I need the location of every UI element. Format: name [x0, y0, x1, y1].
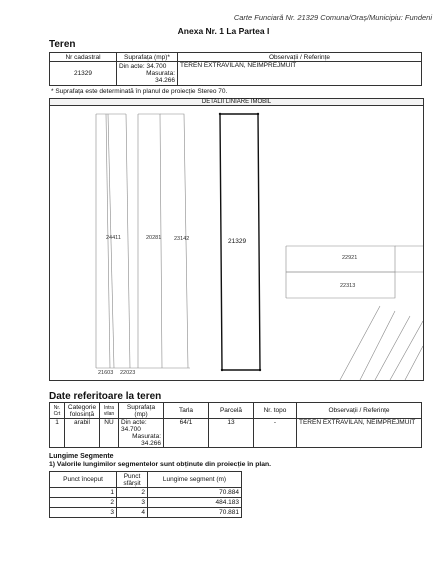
seg-end: 2	[117, 488, 148, 498]
col-tarla: Tarla	[164, 403, 209, 419]
suprafata-acte: Din acte: 34.700	[121, 419, 147, 433]
parcel-line	[126, 114, 130, 368]
seg-start: 1	[50, 488, 117, 498]
segmente-note: 1) Valorile lungimilor segmentelor sunt obținute din proiecție în plan.	[49, 461, 272, 468]
col-observatii: Observații / Referințe	[178, 53, 422, 62]
parcel-line	[360, 311, 395, 380]
table-row	[50, 508, 242, 518]
suprafata-acte: Din acte: 34.700	[119, 63, 167, 70]
seg-end: 3	[117, 498, 148, 508]
seg-length: 484.183	[148, 498, 242, 508]
seg-start: 2	[50, 498, 117, 508]
col-punct-inceput: Punct început	[50, 472, 117, 488]
parcel-line	[138, 114, 162, 368]
cell-nr: 1	[50, 419, 65, 448]
cell-observatii: TEREN EXTRAVILAN, NEIMPREJMUIT	[178, 62, 422, 86]
suprafata-masurata-label: Masurata:	[146, 70, 175, 77]
col-nr-cadastral: Nr cadastral	[50, 53, 117, 62]
cf-header-line: Carte Funciară Nr. 21329 Comuna/Oraș/Municipiu: Fundeni	[233, 13, 432, 22]
table-row	[50, 498, 242, 508]
col-observatii: Observații / Referințe	[297, 403, 422, 419]
segmente-section-title: Lungime Segmente	[49, 453, 114, 460]
teren-footnote: * Suprafața este determinată în planul de proiecție Stereo 70.	[51, 88, 228, 95]
vertex-4	[221, 369, 223, 371]
table-row	[50, 488, 242, 498]
parcel-line	[286, 246, 395, 272]
col-nr-topo: Nr. topo	[254, 403, 297, 419]
col-parcela: Parcelă	[209, 403, 254, 419]
seg-length: 70.881	[148, 508, 242, 518]
cell-tarla: 64/1	[164, 419, 209, 448]
parcel-line	[375, 316, 410, 380]
col-nr-crt: Nr. Crt	[50, 403, 65, 419]
col-suprafata: Suprafața (mp)	[119, 403, 164, 419]
cell-categorie: arabil	[65, 419, 100, 448]
vertex-2	[257, 113, 259, 115]
label-22023: 22023	[120, 370, 136, 376]
seg-length: 70.884	[148, 488, 242, 498]
label-22921: 22921	[342, 255, 358, 261]
cell-suprafata	[119, 419, 164, 448]
seg-start: 3	[50, 508, 117, 518]
label-21329: 21329	[228, 238, 247, 245]
seg-end: 4	[117, 508, 148, 518]
label-23142: 23142	[174, 236, 190, 242]
annex-title: Anexa Nr. 1 La Partea I	[177, 26, 270, 36]
cell-observatii: TEREN EXTRAVILAN, NEIMPREJMUIT	[297, 419, 422, 448]
parcel-line	[390, 321, 423, 380]
cell-parcela: 13	[209, 419, 254, 448]
cell-intravilan: NU	[100, 419, 119, 448]
label-20281: 20281	[146, 235, 162, 241]
suprafata-masurata-label: Masurata:	[132, 433, 161, 440]
col-intravilan: Intra vilan	[100, 403, 119, 419]
date-teren-table	[49, 402, 422, 448]
label-21603: 21603	[98, 370, 114, 376]
parcel-line	[340, 306, 380, 380]
suprafata-masurata-value: 34.266	[141, 440, 161, 447]
plan-title: DETALII LINIARE IMOBIL	[49, 98, 424, 106]
date-teren-section-title: Date referitoare la teren	[49, 391, 162, 402]
parcel-line	[405, 346, 423, 380]
vertex-3	[259, 369, 261, 371]
label-22313: 22313	[340, 283, 356, 289]
cell-suprafata	[117, 62, 178, 86]
plan-drawing	[49, 105, 424, 381]
suprafata-masurata-value: 34.266	[155, 77, 175, 84]
label-24411: 24411	[106, 235, 121, 241]
parcel-line	[106, 114, 110, 368]
col-lungime: Lungime segment (m)	[148, 472, 242, 488]
teren-table	[49, 52, 422, 86]
col-suprafata: Suprafața (mp)*	[117, 53, 178, 62]
col-categorie: Categorie folosință	[65, 403, 100, 419]
segmente-table	[49, 471, 242, 518]
cell-nr-topo: -	[254, 419, 297, 448]
cell-nr-cadastral: 21329	[50, 62, 117, 86]
teren-section-title: Teren	[49, 39, 76, 50]
vertex-1	[219, 113, 221, 115]
plan-svg	[50, 106, 423, 380]
col-punct-sfarsit: Punct sfârșit	[117, 472, 148, 488]
parcel-line	[108, 114, 114, 368]
